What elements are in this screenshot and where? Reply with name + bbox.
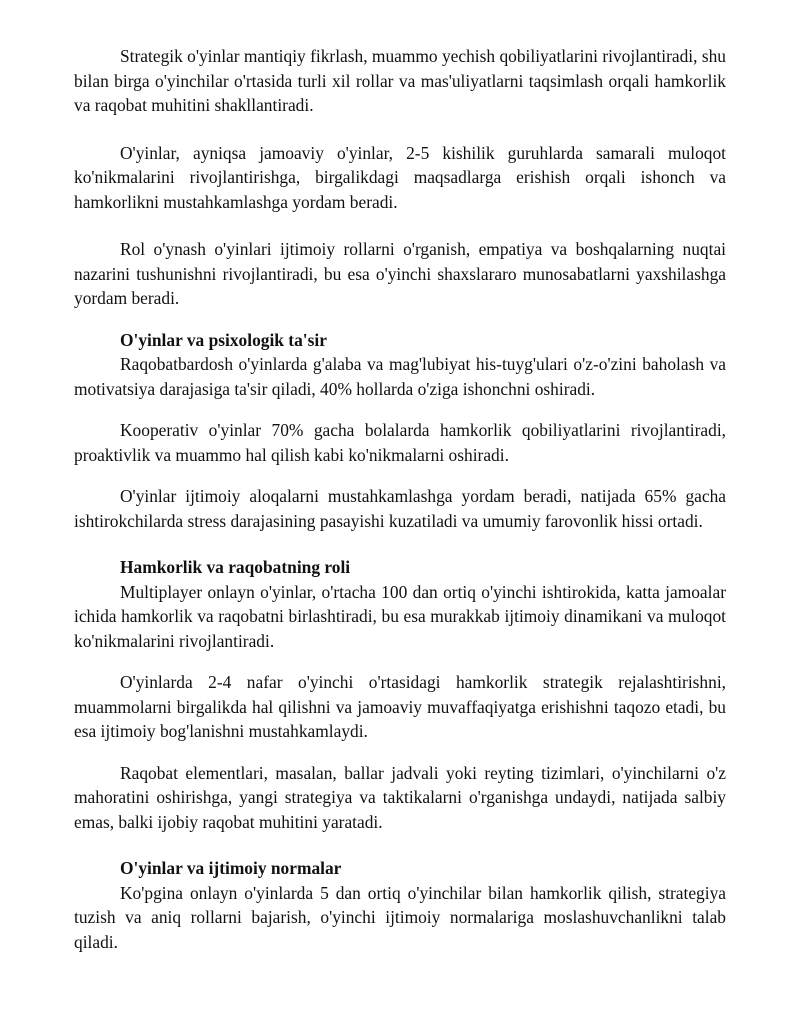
paragraph-strategic-games: Strategik o'yinlar mantiqiy fikrlash, muammo yechish qobiliyatlarini rivojlantiradi, shu bilan birga o'yinchilar o'rtasida turli xil rollar va mas'uliyatlarni taqsimlash orqali hamkorlik va raqobat muhitini shakllantiradi. xyxy=(74,46,726,115)
paragraph-competition-elements: Raqobat elementlari, masalan, ballar jadvali yoki reyting tizimlari, o'yinchilarni o'z mahoratini oshirishga, yangi strategiya va taktikalarni o'rganishga undaydi, natijada salbiy emas, balki ijobiy raqobat muhitini yaratadi. xyxy=(74,762,726,832)
heading-psychological-impact: O'yinlar va psixologik ta'sir xyxy=(120,329,327,350)
heading-cooperation-competition: Hamkorlik va raqobatning roli xyxy=(120,557,351,577)
paragraph-online-norms: Ko'pgina onlayn o'yinlarda 5 dan ortiq o'yinchilar bilan hamkorlik qilish, strategiya tuzish va aniq rollarni bajarish, o'yinchi ijtimoiy normalariga moslashuvchanlikni talab qiladi. xyxy=(74,882,726,952)
heading-social-norms: O'yinlar va ijtimoiy normalar xyxy=(120,858,342,878)
paragraph-cooperative-games: Kooperativ o'yinlar 70% gacha bolalarda hamkorlik qobiliyatlarini rivojlantiradi, proaktivlik va muammo hal qilish kabi ko'nikmalarni oshiradi. xyxy=(74,420,726,465)
paragraph-team-games: O'yinlar, ayniqsa jamoaviy o'yinlar, 2-5 kishilik guruhlarda samarali muloqot ko'nikmalarini rivojlantirishga, birgalikdagi maqsadlarga erishish orqali ishonch va hamkorlikni mustahkamlashga yordam beradi. xyxy=(74,142,726,212)
paragraph-social-connections: O'yinlar ijtimoiy aloqalarni mustahkamlashga yordam beradi, natijada 65% gacha ishtirokchilarda stress darajasining pasayishi kuzatiladi va umumiy farovonlik hissi ortadi. xyxy=(74,486,726,531)
paragraph-multiplayer-games: Multiplayer onlayn o'yinlar, o'rtacha 100 dan ortiq o'yinchi ishtirokida, katta jamoalar ichida hamkorlik va raqobatni birlashtiradi, bu esa murakkab ijtimoiy dinamikani va muloqot ko'nikmalarini rivojlantiradi. xyxy=(74,581,726,651)
paragraph-small-group-cooperation: O'yinlarda 2-4 nafar o'yinchi o'rtasidagi hamkorlik strategik rejalashtirishni, muammolarni birgalikda hal qilishni va jamoaviy muvaffaqiyatga erishishni taqozo etadi, bu esa ijtimoiy bog'lanishni mustahkamlaydi. xyxy=(74,672,726,741)
paragraph-role-playing: Rol o'ynash o'yinlari ijtimoiy rollarni o'rganish, empatiya va boshqalarning nuqtai nazarini tushunishni rivojlantiradi, bu esa o'yinchi shaxslararo munosabatlarni yaxshilashga yordam beradi. xyxy=(74,239,726,308)
document-page xyxy=(74,44,726,954)
paragraph-competitive-games: Raqobatbardosh o'yinlarda g'alaba va mag'lubiyat his-tuyg'ulari o'z-o'zini baholash va motivatsiya darajasiga ta'sir qiladi, 40% hollarda o'ziga ishonchni oshiradi. xyxy=(74,354,726,399)
